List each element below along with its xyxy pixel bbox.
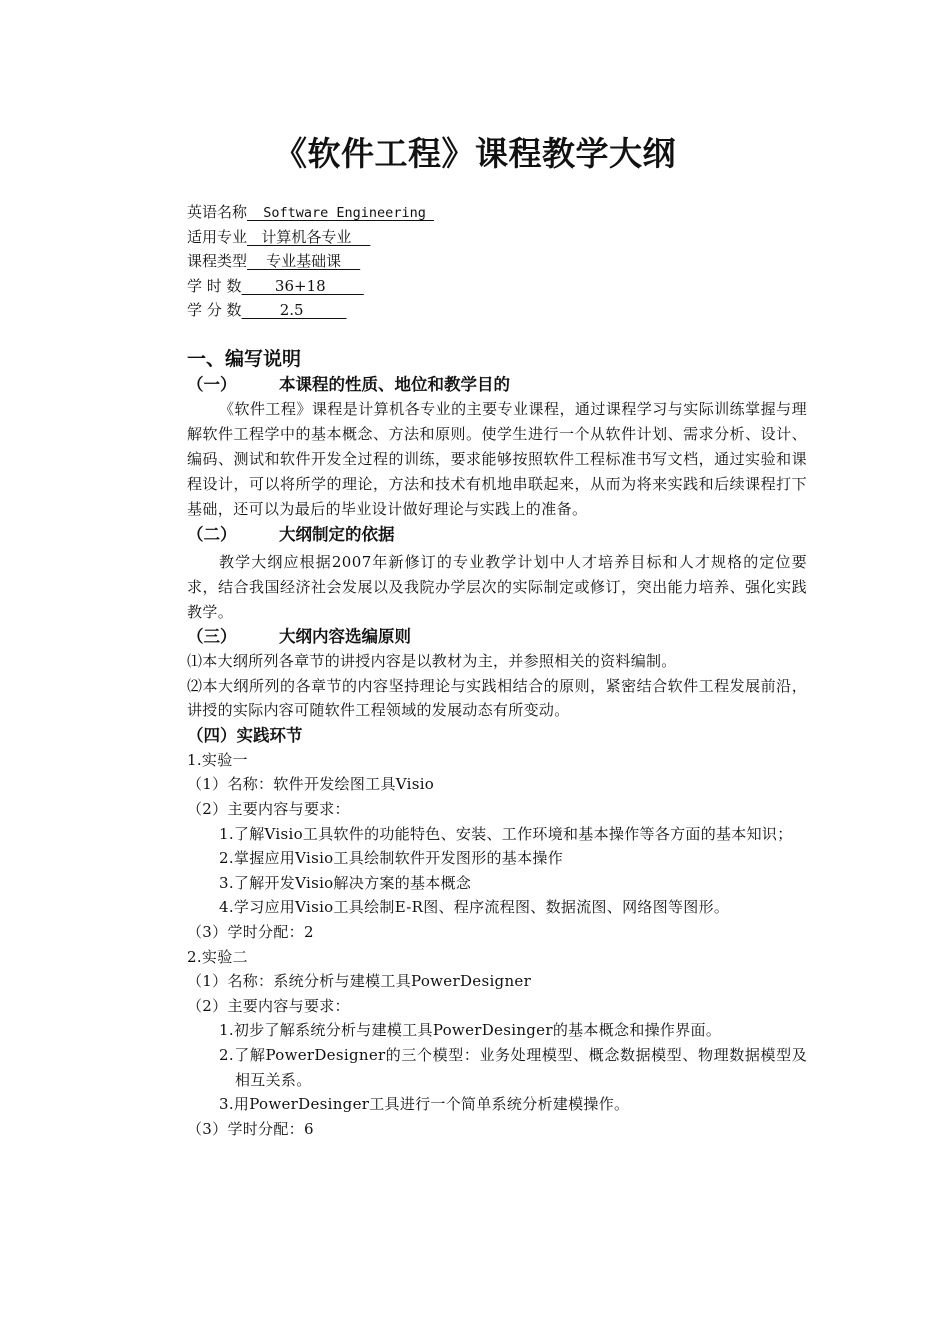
info-row-course-type [187,249,434,274]
experiment-requirements-label: （2）主要内容与要求： [187,996,350,1015]
info-label: 适用专业 [187,227,248,246]
section-preparation [187,346,807,1141]
course-info [187,200,434,323]
experiment-item: 2.了解PowerDesigner的三个模型：业务处理模型、概念数据模型、物理数据模型及相互关系。 [219,1045,807,1089]
experiment-item: 3.用PowerDesinger工具进行一个简单系统分析建模操作。 [219,1095,630,1114]
section-heading: 一、编写说明 [187,348,302,370]
subsection-number: （二） [187,525,237,544]
subsection-heading-2 [187,523,807,547]
experiment-heading: 2.实验二 [187,947,248,966]
subsection-heading-1 [187,373,807,397]
info-label: 学 分 数 [187,301,242,319]
experiment-name: （1）名称：系统分析与建模工具PowerDesigner [187,972,532,991]
subsection-number: （三） [187,627,237,646]
experiment-requirements-label: （2）主要内容与要求： [187,799,350,818]
info-row-major [187,225,434,250]
experiment-item: 4.学习应用Visio工具绘制E-R图、程序流程图、数据流图、网络图等图形。 [219,898,730,917]
experiment-name: （1）名称：软件开发绘图工具Visio [187,775,435,794]
experiment-item: 1.了解Visio工具软件的功能特色、安装、工作环境和基本操作等各方面的基本知识； [219,824,793,843]
paragraph-basis: 教学大纲应根据2007年新修订的专业教学计划中人才培养目标和人才规格的定位要求，结合我国经济社会发展以及我院办学层次的实际制定或修订，突出能力培养、强化实践教学。 [187,553,807,621]
principle-item: ⑴本大纲所列各章节的讲授内容是以教材为主，并参照相关的资料编制。 [187,652,677,670]
info-label: 课程类型 [187,252,248,270]
info-value: 计算机各专业 [247,227,371,246]
info-value: 36+18 [241,276,364,295]
subsection-title: 本课程的性质、地位和教学目的 [279,375,510,394]
info-value: 2.5 [241,301,347,319]
info-row-credits [187,298,434,323]
subsection-title: 大纲内容选编原则 [279,627,411,646]
experiment-heading: 1.实验一 [187,750,248,769]
info-row-hours [187,274,434,299]
experiment-item: 3.了解开发Visio解决方案的基本概念 [219,873,472,892]
paragraph-course-nature: 《软件工程》课程是计算机各专业的主要专业课程，通过课程学习与实际训练掌握与理解软件工程学中的基本概念、方法和原则。使学生进行一个从软件计划、需求分析、设计、编码、测试和软件开发全过程的训练，要求能够按照软件工程标准书写文档，通过实验和课程设计，可以将所学的理论，方法和技术有机地串联起来，从而为将来实践和后续课程打下基础，还可以为最后的毕业设计做好理论与实践上的准备。 [187,400,807,518]
principle-item: ⑵本大纲所列的各章节的内容坚持理论与实践相结合的原则，紧密结合软件工程发展前沿，讲授的实际内容可随软件工程领域的发展动态有所变动。 [187,676,807,720]
info-label: 英语名称 [187,203,248,221]
subsection-title: 大纲制定的依据 [279,525,395,544]
subsection-heading-4: （四）实践环节 [187,725,303,745]
document-title: 《软件工程》课程教学大纲 [274,134,676,173]
experiment-hours: （3）学时分配：6 [187,1119,314,1138]
subsection-number: （一） [187,375,237,394]
info-value: Software Engineering [247,205,434,221]
experiment-item: 1.初步了解系统分析与建模工具PowerDesinger的基本概念和操作界面。 [219,1021,722,1040]
subsection-heading-3 [187,625,807,649]
info-row-english-name [187,200,434,225]
experiment-item: 2.掌握应用Visio工具绘制软件开发图形的基本操作 [219,849,564,868]
info-value: 专业基础课 [247,252,361,270]
experiment-hours: （3）学时分配：2 [187,922,314,941]
info-label: 学 时 数 [187,276,242,295]
